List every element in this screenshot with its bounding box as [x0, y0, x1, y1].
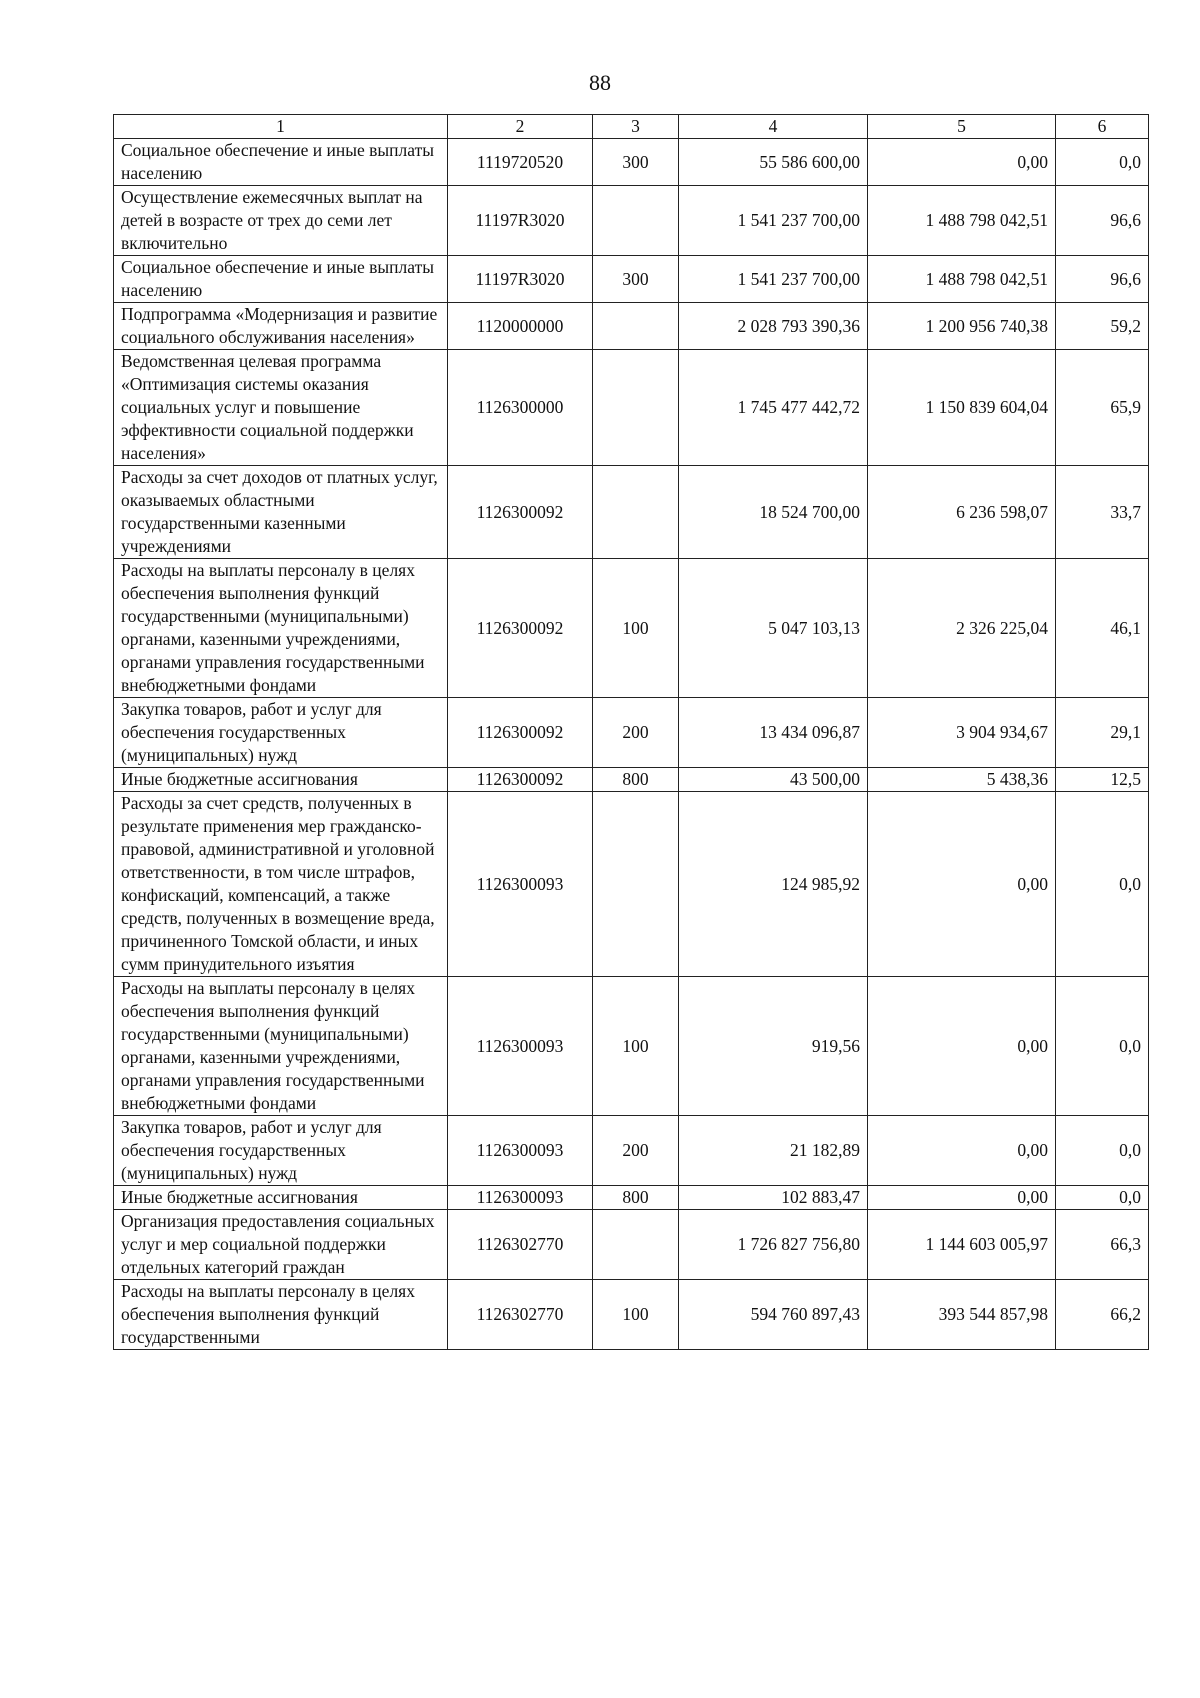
row-plan-cell: 594 760 897,43 [679, 1280, 868, 1350]
row-name-cell: Расходы за счет средств, полученных в результате применения мер гражданско-правовой, административной и уголовной ответственности, в том числе штрафов, конфискаций, компенсаций, а также средств, полученных в возмещение вреда, причиненного Томской области, и иных сумм принудительного изъятия [114, 792, 448, 977]
header-col-2: 2 [448, 115, 593, 139]
row-percent-cell: 66,2 [1056, 1280, 1149, 1350]
row-plan-cell: 43 500,00 [679, 768, 868, 792]
header-col-6: 6 [1056, 115, 1149, 139]
row-name-cell: Осуществление ежемесячных выплат на детей в возрасте от трех до семи лет включительно [114, 186, 448, 256]
row-plan-cell: 1 726 827 756,80 [679, 1210, 868, 1280]
row-percent-cell: 96,6 [1056, 186, 1149, 256]
row-code-cell: 1126300093 [448, 977, 593, 1116]
row-fact-cell: 0,00 [868, 139, 1056, 186]
row-fact-cell: 1 488 798 042,51 [868, 256, 1056, 303]
row-name-cell: Закупка товаров, работ и услуг для обеспечения государственных (муниципальных) нужд [114, 1116, 448, 1186]
row-plan-cell: 1 541 237 700,00 [679, 256, 868, 303]
row-fact-cell: 5 438,36 [868, 768, 1056, 792]
table-row [114, 1210, 1149, 1280]
row-plan-cell: 124 985,92 [679, 792, 868, 977]
row-fact-cell: 0,00 [868, 1186, 1056, 1210]
row-code-cell: 1126300000 [448, 350, 593, 466]
table-row [114, 466, 1149, 559]
row-expense-type-cell: 300 [593, 256, 679, 303]
row-percent-cell: 12,5 [1056, 768, 1149, 792]
table-row [114, 1116, 1149, 1186]
row-expense-type-cell [593, 303, 679, 350]
row-code-cell: 1119720520 [448, 139, 593, 186]
row-plan-cell: 1 541 237 700,00 [679, 186, 868, 256]
row-percent-cell: 46,1 [1056, 559, 1149, 698]
row-plan-cell: 18 524 700,00 [679, 466, 868, 559]
row-fact-cell: 1 200 956 740,38 [868, 303, 1056, 350]
row-expense-type-cell: 300 [593, 139, 679, 186]
header-col-5: 5 [868, 115, 1056, 139]
table-row [114, 186, 1149, 256]
row-name-cell: Расходы на выплаты персоналу в целях обеспечения выполнения функций государственными [114, 1280, 448, 1350]
row-percent-cell: 66,3 [1056, 1210, 1149, 1280]
row-name-cell: Подпрограмма «Модернизация и развитие социального обслуживания населения» [114, 303, 448, 350]
row-expense-type-cell [593, 350, 679, 466]
row-name-cell: Расходы на выплаты персоналу в целях обеспечения выполнения функций государственными (муниципальными) органами, казенными учреждениями, органами управления государственными внебюджетными фондами [114, 977, 448, 1116]
row-expense-type-cell: 200 [593, 698, 679, 768]
row-name-cell: Расходы на выплаты персоналу в целях обеспечения выполнения функций государственными (муниципальными) органами, казенными учреждениями, органами управления государственными внебюджетными фондами [114, 559, 448, 698]
table-row [114, 559, 1149, 698]
row-code-cell: 1126300092 [448, 768, 593, 792]
row-plan-cell: 21 182,89 [679, 1116, 868, 1186]
row-expense-type-cell: 800 [593, 768, 679, 792]
row-percent-cell: 29,1 [1056, 698, 1149, 768]
row-name-cell: Организация предоставления социальных услуг и мер социальной поддержки отдельных категорий граждан [114, 1210, 448, 1280]
row-code-cell: 11197R3020 [448, 186, 593, 256]
row-fact-cell: 0,00 [868, 977, 1056, 1116]
row-percent-cell: 59,2 [1056, 303, 1149, 350]
row-expense-type-cell [593, 1210, 679, 1280]
row-fact-cell: 1 144 603 005,97 [868, 1210, 1056, 1280]
row-plan-cell: 5 047 103,13 [679, 559, 868, 698]
row-code-cell: 1126300093 [448, 792, 593, 977]
row-code-cell: 1126300092 [448, 466, 593, 559]
row-plan-cell: 919,56 [679, 977, 868, 1116]
table-row [114, 1186, 1149, 1210]
row-code-cell: 1126302770 [448, 1210, 593, 1280]
row-name-cell: Иные бюджетные ассигнования [114, 1186, 448, 1210]
row-expense-type-cell: 100 [593, 1280, 679, 1350]
table-row [114, 977, 1149, 1116]
table-row [114, 768, 1149, 792]
table-row [114, 256, 1149, 303]
row-name-cell: Закупка товаров, работ и услуг для обеспечения государственных (муниципальных) нужд [114, 698, 448, 768]
table-row [114, 698, 1149, 768]
row-percent-cell: 96,6 [1056, 256, 1149, 303]
row-expense-type-cell: 100 [593, 977, 679, 1116]
header-col-1: 1 [114, 115, 448, 139]
row-code-cell: 1126300092 [448, 698, 593, 768]
table-header-row [114, 115, 1149, 139]
row-fact-cell: 1 150 839 604,04 [868, 350, 1056, 466]
row-code-cell: 11197R3020 [448, 256, 593, 303]
table-body [114, 139, 1149, 1350]
row-expense-type-cell: 800 [593, 1186, 679, 1210]
row-plan-cell: 13 434 096,87 [679, 698, 868, 768]
row-name-cell: Расходы за счет доходов от платных услуг, оказываемых областными государственными казенными учреждениями [114, 466, 448, 559]
row-expense-type-cell [593, 792, 679, 977]
table-row [114, 303, 1149, 350]
row-name-cell: Социальное обеспечение и иные выплаты населению [114, 256, 448, 303]
table-row [114, 1280, 1149, 1350]
row-fact-cell: 0,00 [868, 1116, 1056, 1186]
row-percent-cell: 65,9 [1056, 350, 1149, 466]
row-fact-cell: 1 488 798 042,51 [868, 186, 1056, 256]
page-number: 88 [589, 70, 611, 95]
row-code-cell: 1126302770 [448, 1280, 593, 1350]
row-name-cell: Ведомственная целевая программа «Оптимизация системы оказания социальных услуг и повышение эффективности социальной поддержки населения» [114, 350, 448, 466]
row-fact-cell: 393 544 857,98 [868, 1280, 1056, 1350]
row-fact-cell: 3 904 934,67 [868, 698, 1056, 768]
table-row [114, 350, 1149, 466]
row-name-cell: Иные бюджетные ассигнования [114, 768, 448, 792]
row-plan-cell: 55 586 600,00 [679, 139, 868, 186]
row-expense-type-cell: 100 [593, 559, 679, 698]
row-code-cell: 1120000000 [448, 303, 593, 350]
row-plan-cell: 2 028 793 390,36 [679, 303, 868, 350]
row-percent-cell: 0,0 [1056, 792, 1149, 977]
row-expense-type-cell: 200 [593, 1116, 679, 1186]
row-name-cell: Социальное обеспечение и иные выплаты населению [114, 139, 448, 186]
header-col-3: 3 [593, 115, 679, 139]
budget-execution-table [113, 114, 1149, 1350]
row-code-cell: 1126300092 [448, 559, 593, 698]
row-fact-cell: 2 326 225,04 [868, 559, 1056, 698]
row-percent-cell: 0,0 [1056, 1116, 1149, 1186]
table-row [114, 139, 1149, 186]
row-code-cell: 1126300093 [448, 1116, 593, 1186]
row-code-cell: 1126300093 [448, 1186, 593, 1210]
row-fact-cell: 0,00 [868, 792, 1056, 977]
row-fact-cell: 6 236 598,07 [868, 466, 1056, 559]
row-percent-cell: 0,0 [1056, 1186, 1149, 1210]
table-row [114, 792, 1149, 977]
row-percent-cell: 33,7 [1056, 466, 1149, 559]
row-plan-cell: 1 745 477 442,72 [679, 350, 868, 466]
row-percent-cell: 0,0 [1056, 139, 1149, 186]
row-expense-type-cell [593, 186, 679, 256]
row-plan-cell: 102 883,47 [679, 1186, 868, 1210]
row-percent-cell: 0,0 [1056, 977, 1149, 1116]
row-expense-type-cell [593, 466, 679, 559]
header-col-4: 4 [679, 115, 868, 139]
